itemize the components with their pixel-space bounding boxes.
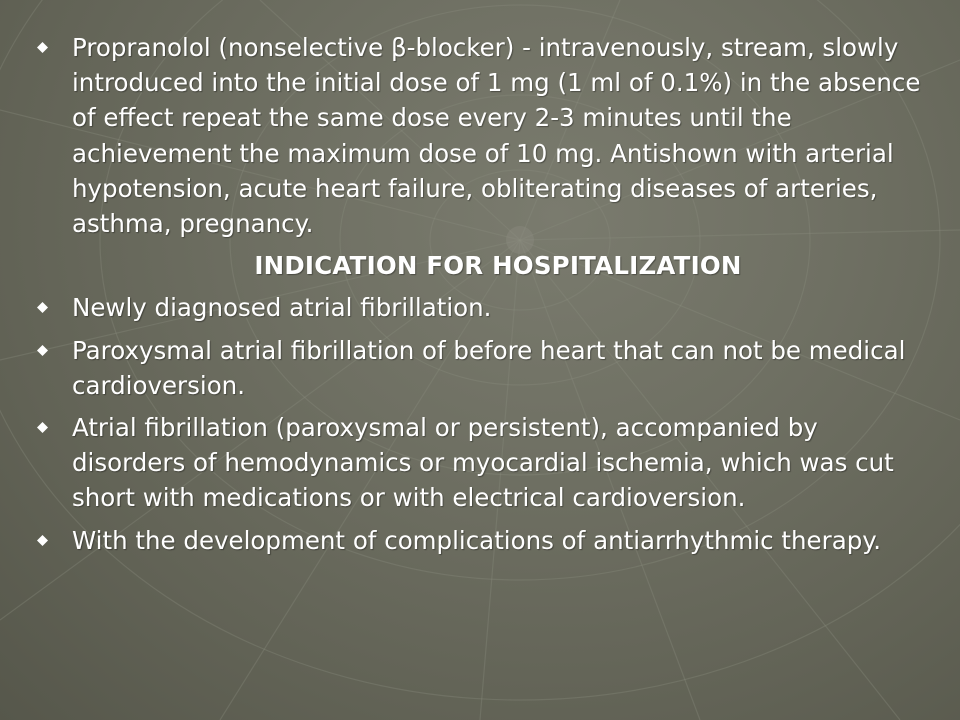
list-item: [34, 523, 924, 558]
list-item: [34, 333, 924, 403]
list-item-text: With the development of complications of antiarrhythmic therapy.: [72, 525, 882, 555]
paragraph-text: Propranolol (nonselective β-blocker) - intravenously, stream, slowly introduced into the initial dose of 1 mg (1 ml of 0.1%) in the absence of effect repeat the same dose every 2-3 minutes until the achievement the maximum dose of 10 mg. Antishown with arterial hypotension, acute heart failure, obliterating diseases of arteries, asthma, pregnancy.: [72, 33, 921, 239]
list-item-text: Newly diagnosed atrial fibrillation.: [72, 293, 492, 323]
diamond-bullet-icon: [37, 42, 48, 53]
diamond-bullet-icon: [37, 535, 48, 546]
diamond-bullet-icon: [37, 345, 48, 356]
list-item: [34, 290, 924, 325]
list-item: [34, 410, 924, 516]
list-item-text: Atrial fibrillation (paroxysmal or persistent), accompanied by disorders of hemodynamics or myocardial ischemia, which was cut short with medications or with electrical cardioversion.: [72, 413, 894, 513]
propranolol-paragraph: [34, 30, 924, 241]
slide-content: [34, 30, 924, 565]
section-heading: INDICATION FOR HOSPITALIZATION: [254, 251, 742, 281]
diamond-bullet-icon: [37, 422, 48, 433]
diamond-bullet-icon: [37, 302, 48, 313]
list-item-text: Paroxysmal atrial fibrillation of before heart that can not be medical cardioversion.: [72, 335, 906, 400]
